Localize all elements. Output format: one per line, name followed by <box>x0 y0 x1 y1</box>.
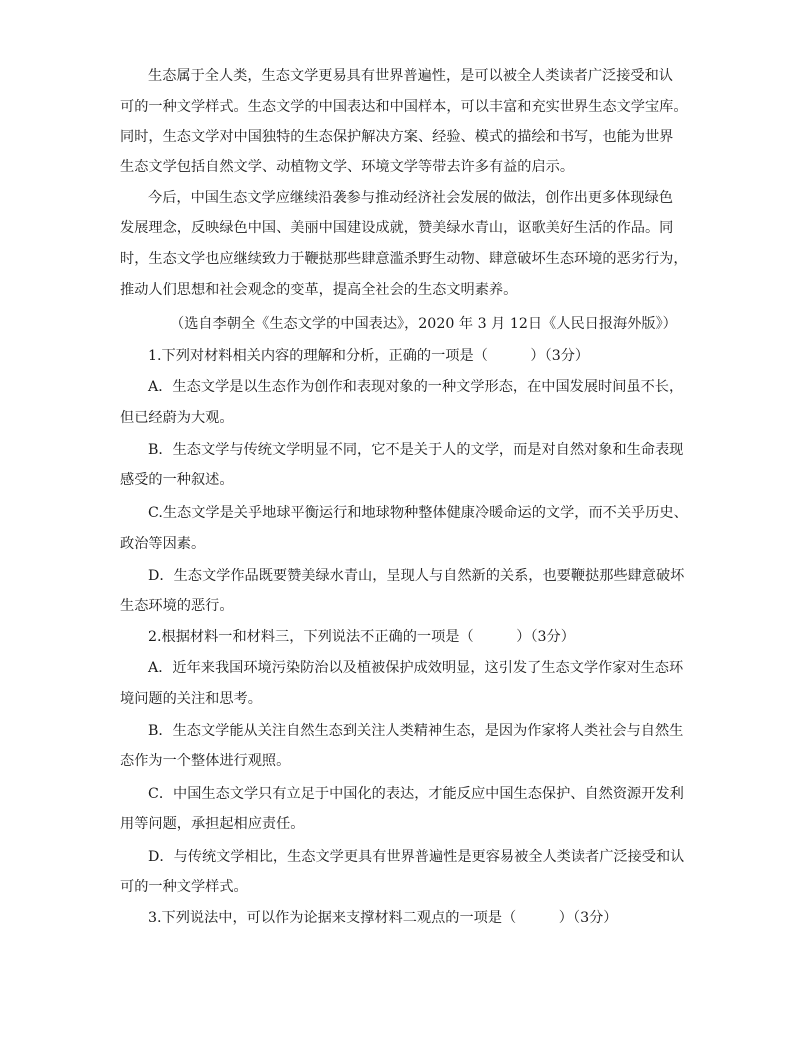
question-2-option-c-line-1: C．中国生态文学只有立足于中国化的表达，才能反应中国生态保护、自然资源开发利 <box>148 786 684 802</box>
question-2-option-d-line-2: 可的一种文学样式。 <box>120 879 248 895</box>
question-2-option-b-line-2: 态作为一个整体进行观照。 <box>120 753 291 769</box>
passage-p2-line-1: 今后，中国生态文学应继续沿袭参与推动经济社会发展的做法，创作出更多体现绿色 <box>148 190 673 206</box>
question-2-option-a-line-2: 境问题的关注和思考。 <box>120 691 262 707</box>
question-2-option-b-line-1: B．生态文学能从关注自然生态到关注人类精神生态，是因为作家将人类社会与自然生 <box>148 723 684 739</box>
question-1-option-b-line-2: 感受的一种叙述。 <box>120 472 234 488</box>
passage-p2-line-4: 推动人们思想和社会观念的变革，提高全社会的生态文明素养。 <box>120 282 518 298</box>
question-1-option-a-line-1: A．生态文学是以生态作为创作和表现对象的一种文学形态，在中国发展时间虽不长， <box>148 379 684 395</box>
question-1-option-c-line-2: 政治等因素。 <box>120 536 206 552</box>
question-1-stem: 1.下列对材料相关内容的理解和分析，正确的一项是（ ）（3分） <box>148 348 590 364</box>
passage-p2-line-2: 发展理念，反映绿色中国、美丽中国建设成就，赞美绿水青山，讴歌美好生活的作品。同 <box>120 220 674 236</box>
passage-p1-line-3: 同时，生态文学对中国独特的生态保护解决方案、经验、模式的描绘和书写，也能为世界 <box>120 129 674 145</box>
passage-p1-line-4: 生态文学包括自然文学、动植物文学、环境文学等带去许多有益的启示。 <box>120 159 575 175</box>
question-2-option-d-line-1: D．与传统文学相比，生态文学更具有世界普遍性是更容易被全人类读者广泛接受和认 <box>148 849 685 865</box>
passage-p1-line-1: 生态属于全人类，生态文学更易具有世界普遍性，是可以被全人类读者广泛接受和认 <box>148 68 673 84</box>
question-1-option-a-line-2: 但已经蔚为大观。 <box>120 410 234 426</box>
passage-source: （选自李朝全《生态文学的中国表达》，2020 年 3 月 12日《人民日报海外版》） <box>170 316 677 332</box>
question-3-stem: 3.下列说法中，可以作为论据来支撑材料二观点的一项是（ ）（3分） <box>148 910 618 926</box>
question-1-option-b-line-1: B．生态文学与传统文学明显不同，它不是关于人的文学，而是对自然对象和生命表现 <box>148 442 684 458</box>
question-1-option-d-line-2: 生态环境的恶行。 <box>120 598 234 614</box>
passage-p1-line-2: 可的一种文学样式。生态文学的中国表达和中国样本，可以丰富和充实世界生态文学宝库。 <box>120 99 688 115</box>
question-2-option-c-line-2: 用等问题，承担起相应责任。 <box>120 816 305 832</box>
question-2-stem: 2.根据材料一和材料三，下列说法不正确的一项是（ ）（3分） <box>148 629 575 645</box>
question-2-option-a-line-1: A．近年来我国环境污染防治以及植被保护成效明显，这引发了生态文学作家对生态环 <box>148 660 684 676</box>
question-1-option-d-line-1: D．生态文学作品既要赞美绿水青山，呈现人与自然新的关系，也要鞭挞那些肆意破坏 <box>148 568 685 584</box>
question-1-option-c-line-1: C.生态文学是关乎地球平衡运行和地球物种整体健康冷暖命运的文学，而不关乎历史、 <box>148 505 688 521</box>
passage-p2-line-3: 时，生态文学也应继续致力于鞭挞那些肆意滥杀野生动物、肆意破坏生态环境的恶劣行为， <box>120 251 688 267</box>
